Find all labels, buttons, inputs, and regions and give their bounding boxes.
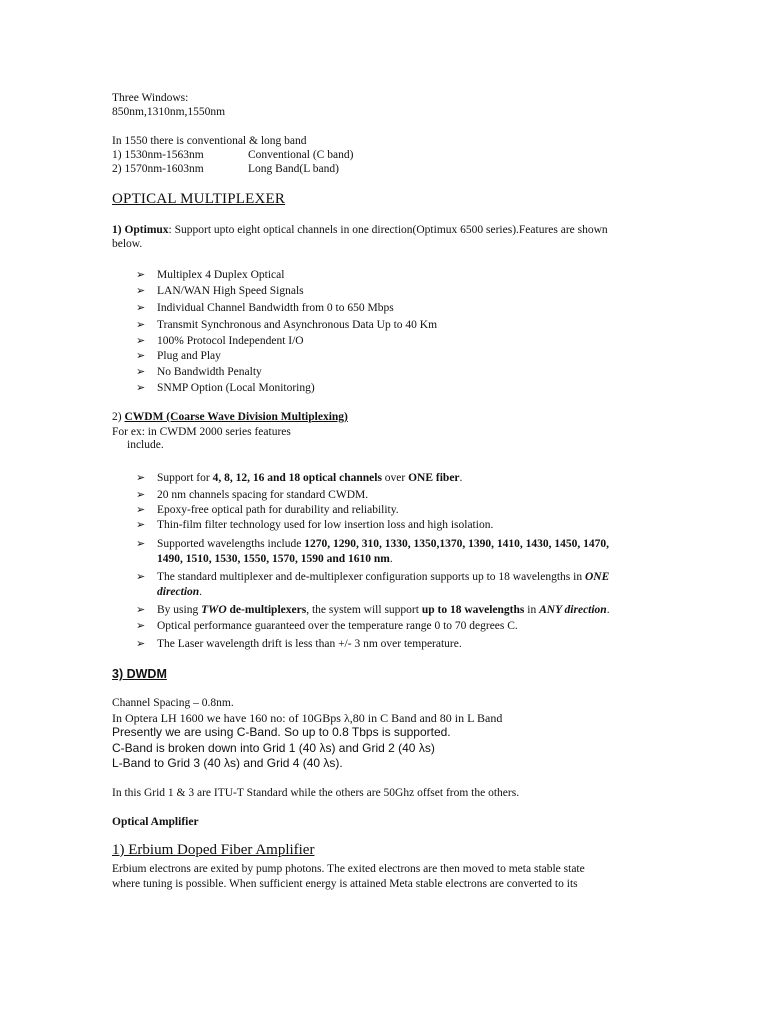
- list-item-continuation: direction.: [157, 586, 203, 598]
- arrow-bullet-icon: ➢: [136, 603, 146, 616]
- list-item: ➢ SNMP Option (Local Monitoring): [136, 381, 315, 394]
- arrow-bullet-icon: ➢: [136, 349, 146, 362]
- arrow-bullet-icon: ➢: [136, 334, 146, 347]
- list-item: ➢ By using TWO de-multiplexers, the system will support up to 18 wavelengths in ANY direction.: [136, 603, 610, 616]
- arrow-bullet-icon: ➢: [136, 318, 146, 331]
- arrow-bullet-icon: ➢: [136, 268, 146, 281]
- edfa-paragraph-line-1: Erbium electrons are exited by pump photons. The exited electrons are then moved to meta stable state: [112, 863, 585, 875]
- list-item: ➢ Supported wavelengths include 1270, 1290, 310, 1330, 1350,1370, 1390, 1410, 1430, 1450, 1470,: [136, 537, 609, 550]
- list-item-continuation: 1490, 1510, 1530, 1550, 1570, 1590 and 1610 nm.: [157, 553, 393, 565]
- band-row-1-range: 1) 1530nm-1563nm: [112, 149, 204, 161]
- dwdm-line-2: In Optera LH 1600 we have 160 no: of 10GBps λ,80 in C Band and 80 in L Band: [112, 711, 503, 725]
- band-row-2-name: Long Band(L band): [248, 163, 339, 175]
- list-item: ➢ LAN/WAN High Speed Signals: [136, 284, 304, 297]
- band-row-1-name: Conventional (C band): [248, 149, 354, 161]
- cwdm-intro-line-1: For ex: in CWDM 2000 series features: [112, 426, 291, 438]
- arrow-bullet-icon: ➢: [136, 284, 146, 297]
- arrow-bullet-icon: ➢: [136, 471, 146, 484]
- arrow-bullet-icon: ➢: [136, 619, 146, 632]
- arrow-bullet-icon: ➢: [136, 503, 146, 516]
- cwdm-title: CWDM (Coarse Wave Division Multiplexing): [124, 411, 348, 423]
- arrow-bullet-icon: ➢: [136, 488, 146, 501]
- optical-amplifier-heading: Optical Amplifier: [112, 816, 199, 828]
- cwdm-heading: 2) CWDM (Coarse Wave Division Multiplexing): [112, 411, 348, 423]
- list-item: ➢ Individual Channel Bandwidth from 0 to 650 Mbps: [136, 301, 394, 314]
- arrow-bullet-icon: ➢: [136, 537, 146, 550]
- list-item: ➢ The Laser wavelength drift is less than +/- 3 nm over temperature.: [136, 637, 462, 650]
- optimux-label: 1) Optimux: [112, 224, 169, 236]
- dwdm-line-1: Channel Spacing – 0.8nm.: [112, 697, 234, 709]
- optimux-paragraph-line-1: [112, 223, 608, 238]
- dwdm-line-4: C-Band is broken down into Grid 1 (40 λs) and Grid 2 (40 λs): [112, 741, 435, 755]
- list-item: ➢ Transmit Synchronous and Asynchronous Data Up to 40 Km: [136, 318, 438, 331]
- optimux-text-a: : Support upto eight optical channels in one direction(Optimux 6500 series).Features are shown: [168, 224, 608, 236]
- list-item: ➢ Optical performance guaranteed over the temperature range 0 to 70 degrees C.: [136, 619, 518, 632]
- list-item: ➢ No Bandwidth Penalty: [136, 365, 262, 378]
- cwdm-intro-line-2: include.: [127, 439, 164, 451]
- arrow-bullet-icon: ➢: [136, 301, 146, 314]
- intro-line-1: Three Windows:: [112, 92, 189, 104]
- arrow-bullet-icon: ➢: [136, 518, 146, 531]
- dwdm-line-3: Presently we are using C-Band. So up to 0.8 Tbps is supported.: [112, 725, 451, 739]
- arrow-bullet-icon: ➢: [136, 381, 146, 394]
- arrow-bullet-icon: ➢: [136, 637, 146, 650]
- dwdm-line-5: L-Band to Grid 3 (40 λs) and Grid 4 (40 λs).: [112, 756, 343, 770]
- band-row-2-range: 2) 1570nm-1603nm: [112, 163, 204, 175]
- dwdm-line-6: In this Grid 1 & 3 are ITU-T Standard while the others are 50Ghz offset from the others.: [112, 787, 520, 799]
- dwdm-heading: 3) DWDM: [112, 667, 167, 681]
- list-item: ➢ Support for 4, 8, 12, 16 and 18 optical channels over ONE fiber.: [136, 471, 463, 484]
- list-item: ➢ Epoxy-free optical path for durability and reliability.: [136, 503, 399, 516]
- list-item: ➢ 100% Protocol Independent I/O: [136, 334, 304, 347]
- edfa-paragraph-line-2: where tuning is possible. When sufficient energy is attained Meta stable electrons are converted to its: [112, 878, 578, 890]
- section-heading-optical-multiplexer: OPTICAL MULTIPLEXER: [112, 191, 286, 207]
- arrow-bullet-icon: ➢: [136, 570, 146, 583]
- edfa-heading: 1) Erbium Doped Fiber Amplifier: [112, 842, 315, 858]
- list-item: ➢ 20 nm channels spacing for standard CWDM.: [136, 488, 369, 501]
- intro-line-2: 850nm,1310nm,1550nm: [112, 106, 226, 118]
- intro-line-3: In 1550 there is conventional & long band: [112, 135, 307, 147]
- list-item: ➢ Multiplex 4 Duplex Optical: [136, 268, 285, 281]
- list-item: ➢ Plug and Play: [136, 349, 221, 362]
- optimux-paragraph-line-2: below.: [112, 238, 143, 250]
- list-item: ➢ Thin-film filter technology used for low insertion loss and high isolation.: [136, 518, 494, 531]
- list-item: ➢ The standard multiplexer and de-multiplexer configuration supports up to 18 wavelengths in ONE: [136, 570, 610, 583]
- arrow-bullet-icon: ➢: [136, 365, 146, 378]
